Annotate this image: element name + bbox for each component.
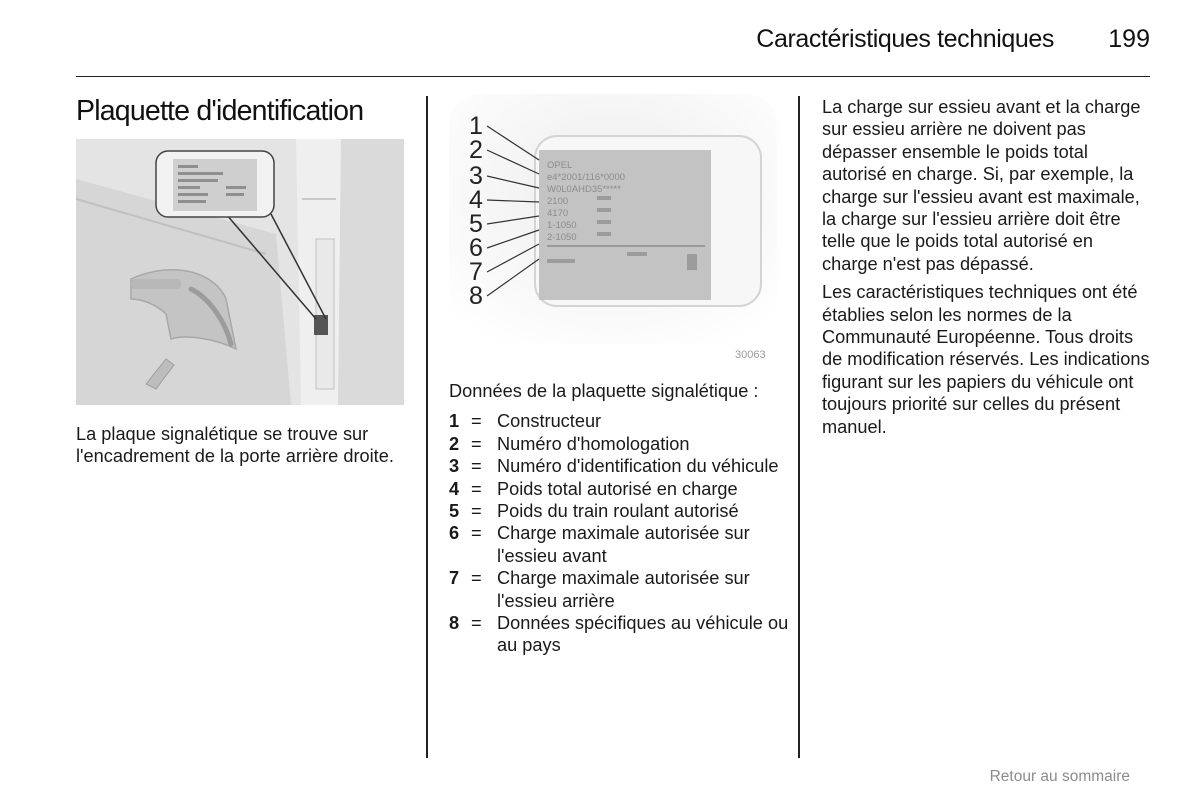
callout-number-4: 4 — [469, 186, 483, 214]
plate-location-text: La plaque signalétique se trouve sur l'encadrement de la porte arrière droite. — [76, 424, 394, 467]
callout-number-1: 1 — [469, 112, 483, 140]
legend-equals: = — [471, 433, 482, 454]
back-to-contents-link[interactable]: Retour au sommaire — [989, 768, 1130, 785]
legend-number: 8 — [449, 613, 460, 634]
legend-equals: = — [471, 478, 482, 499]
page-header — [76, 22, 1150, 77]
legend-text: Constructeur — [497, 411, 602, 432]
plate-line-4: 2100 — [547, 196, 569, 207]
list-item — [449, 433, 789, 455]
legend-equals: = — [471, 501, 482, 522]
legend-text: Poids total autorisé en charge — [497, 478, 738, 499]
column-divider-right — [798, 96, 800, 758]
legend-number: 6 — [449, 523, 460, 544]
plate-line-1: OPEL — [547, 160, 573, 171]
door-frame-photo — [76, 139, 404, 405]
callout-number-6: 6 — [469, 234, 483, 262]
identification-plate-figure — [447, 94, 777, 366]
plate-line-7: 2-1050 — [547, 232, 577, 243]
plate-line-3: W0L0AHD35***** — [547, 184, 621, 195]
legend-number: 1 — [449, 411, 460, 432]
legend-equals: = — [471, 613, 482, 634]
page-title: Plaquette d'identification — [76, 95, 364, 127]
callout-number-5: 5 — [469, 210, 483, 238]
axle-load-paragraph: La charge sur essieu avant et la charge sur essieu arrière ne doivent pas dépasser ensemble le poids total autorisé en charge. Si, par exemple, la charge sur l'essieu avant est maximale, la charge sur l'essieu arrière doit être telle que le poids total autorisé en charge n'est pas dépassé. — [822, 97, 1141, 274]
legend-number: 7 — [449, 568, 460, 589]
plate-line-5: 4170 — [547, 208, 569, 219]
legend-equals: = — [471, 411, 482, 432]
figure-number: 30063 — [735, 349, 766, 361]
list-item — [449, 522, 789, 567]
list-item — [449, 478, 789, 500]
legend-text: Charge maximale autorisée sur l'essieu avant — [497, 523, 750, 566]
callout-number-8: 8 — [469, 282, 483, 310]
list-item — [449, 567, 789, 612]
legend-list — [449, 410, 789, 656]
list-item — [449, 455, 789, 477]
list-item — [449, 612, 789, 657]
legend-number: 2 — [449, 433, 460, 454]
legend-equals: = — [471, 456, 482, 477]
column-divider-left — [426, 96, 428, 758]
plate-line-6: 1-1050 — [547, 220, 577, 231]
legend-text: Poids du train roulant autorisé — [497, 501, 739, 522]
legend-text: Numéro d'identification du véhicule — [497, 456, 779, 477]
list-item — [449, 500, 789, 522]
plate-data-legend — [449, 380, 789, 657]
section-title: Caractéristiques techniques — [756, 25, 1054, 53]
legend-equals: = — [471, 523, 482, 544]
page-number: 199 — [1108, 25, 1150, 53]
legend-text: Numéro d'homologation — [497, 433, 690, 454]
list-item — [449, 410, 789, 432]
right-column — [822, 96, 1152, 438]
legend-text: Données spécifiques au véhicule ou au pays — [497, 613, 789, 656]
plate-line-2: e4*2001/116*0000 — [547, 172, 626, 183]
callout-number-3: 3 — [469, 162, 483, 190]
specifications-paragraph: Les caractéristiques techniques ont été établies selon les normes de la Communauté Européenne. Tous droits de modification réservés. Les indications figurant sur les papiers du véhicule ont toujours priorité sur celles du présent manuel. — [822, 282, 1150, 437]
callout-number-7: 7 — [469, 258, 483, 286]
legend-number: 4 — [449, 478, 460, 499]
legend-intro: Données de la plaquette signalétique : — [449, 381, 759, 401]
legend-number: 5 — [449, 501, 460, 522]
legend-number: 3 — [449, 456, 460, 477]
legend-text: Charge maximale autorisée sur l'essieu arrière — [497, 568, 750, 611]
callout-number-2: 2 — [469, 136, 483, 164]
legend-equals: = — [471, 568, 482, 589]
